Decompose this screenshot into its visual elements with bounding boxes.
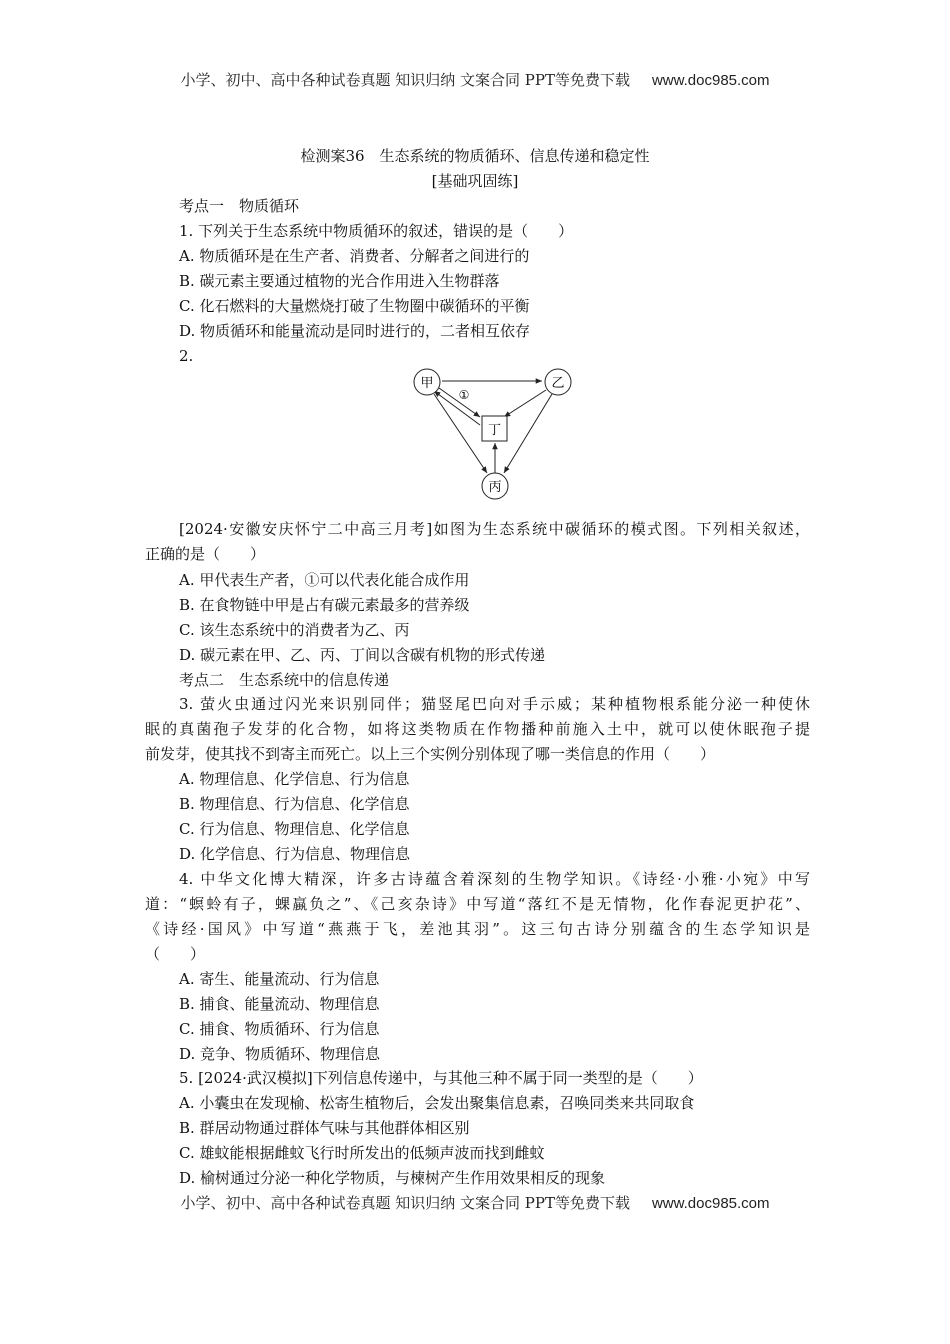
q4-option-b: B. 捕食、能量流动、物理信息 — [179, 995, 380, 1013]
q3-stem-line3: 前发芽，使其找不到寄主而死亡。以上三个实例分别体现了哪一类信息的作用（ ） — [145, 745, 716, 763]
footer-text: 小学、初中、高中各种试卷真题 知识归纳 文案合同 PPT等免费下载 — [180, 1194, 630, 1212]
q1-option-c: C. 化石燃料的大量燃烧打破了生物圈中碳循环的平衡 — [179, 297, 530, 315]
q2-stem-line2: 正确的是（ ） — [145, 545, 266, 563]
q3-stem-line2: 眠的真菌孢子发芽的化合物，如将这类物质在作物播种前施入土中，就可以使休眠孢子提 — [145, 720, 810, 738]
q1-option-a: A. 物质循环是在生产者、消费者、分解者之间进行的 — [179, 247, 530, 265]
q4-option-c: C. 捕食、物质循环、行为信息 — [179, 1020, 380, 1038]
q5-option-b: B. 群居动物通过群体气味与其他群体相区别 — [179, 1119, 470, 1137]
footer-url[interactable]: www.doc985.com — [651, 1195, 770, 1212]
section-heading-2: 考点二 生态系统中的信息传递 — [179, 671, 390, 689]
arrow-yi-to-ding — [504, 390, 546, 417]
q4-stem-line1: 4. 中华文化博大精深，许多古诗蕴含着深刻的生物学知识。《诗经·小雅·小宛》中写 — [179, 870, 810, 888]
q4-option-a: A. 寄生、能量流动、行为信息 — [179, 970, 380, 988]
node-bing-label: 丙 — [488, 480, 502, 495]
page-subtitle: [基础巩固练] — [431, 172, 519, 190]
q2-number: 2. — [179, 347, 194, 365]
node-jia-label: 甲 — [420, 376, 434, 391]
q2-option-b: B. 在食物链中甲是占有碳元素最多的营养级 — [179, 596, 470, 614]
page-footer — [0, 1192, 950, 1213]
q2-option-d: D. 碳元素在甲、乙、丙、丁间以含碳有机物的形式传递 — [179, 646, 546, 664]
q5-option-d: D. 榆树通过分泌一种化学物质，与楝树产生作用效果相反的现象 — [179, 1169, 606, 1187]
arrow-jia-to-bing — [434, 394, 487, 473]
header-text: 小学、初中、高中各种试卷真题 知识归纳 文案合同 PPT等免费下载 — [180, 71, 630, 89]
q4-option-d: D. 竞争、物质循环、物理信息 — [179, 1045, 381, 1063]
carbon-cycle-diagram — [400, 362, 590, 502]
header-url[interactable]: www.doc985.com — [651, 72, 770, 89]
q2-option-a: A. 甲代表生产者，①可以代表化能合成作用 — [179, 571, 470, 589]
q5-option-c: C. 雄蚊能根据雌蚊飞行时所发出的低频声波而找到雌蚊 — [179, 1144, 545, 1162]
arrow-yi-to-bing — [504, 394, 552, 473]
q4-stem-line4: （ ） — [145, 945, 206, 963]
arrow-mark-1: ① — [458, 388, 470, 402]
q3-option-b: B. 物理信息、行为信息、化学信息 — [179, 795, 410, 813]
q3-stem-line1: 3. 萤火虫通过闪光来识别同伴；猫竖尾巴向对手示威；某种植物根系能分泌一种使休 — [179, 695, 810, 713]
q3-option-d: D. 化学信息、行为信息、物理信息 — [179, 845, 411, 863]
q4-stem-line3: 《诗经·国风》中写道“燕燕于飞，差池其羽”。这三句古诗分别蕴含的生态学知识是 — [145, 920, 810, 938]
q3-option-c: C. 行为信息、物理信息、化学信息 — [179, 820, 410, 838]
q4-stem-line2: 道：“螟蛉有子，蜾蠃负之”、《己亥杂诗》中写道“落红不是无情物，化作春泥更护花”、 — [145, 895, 810, 913]
node-yi-label: 乙 — [551, 376, 565, 391]
node-ding-label: 丁 — [487, 423, 502, 438]
arrow-ding-to-jia — [434, 391, 480, 425]
section-heading-1: 考点一 物质循环 — [179, 197, 300, 215]
q1-stem: 1. 下列关于生态系统中物质循环的叙述，错误的是（ ） — [179, 222, 574, 240]
page-header — [0, 69, 950, 90]
q2-stem-line1: [2024·安徽安庆怀宁二中高三月考]如图为生态系统中碳循环的模式图。下列相关叙述， — [179, 520, 810, 538]
q1-option-b: B. 碳元素主要通过植物的光合作用进入生物群落 — [179, 272, 500, 290]
q1-option-d: D. 物质循环和能量流动是同时进行的，二者相互依存 — [179, 322, 531, 340]
page-title: 检测案36 生态系统的物质循环、信息传递和稳定性 — [300, 147, 650, 165]
q5-option-a: A. 小囊虫在发现榆、松寄生植物后，会发出聚集信息素，召唤同类来共同取食 — [179, 1094, 695, 1112]
q2-option-c: C. 该生态系统中的消费者为乙、丙 — [179, 621, 410, 639]
q3-option-a: A. 物理信息、化学信息、行为信息 — [179, 770, 410, 788]
q5-stem: 5. [2024·武汉模拟]下列信息传递中，与其他三种不属于同一类型的是（ ） — [179, 1069, 703, 1087]
